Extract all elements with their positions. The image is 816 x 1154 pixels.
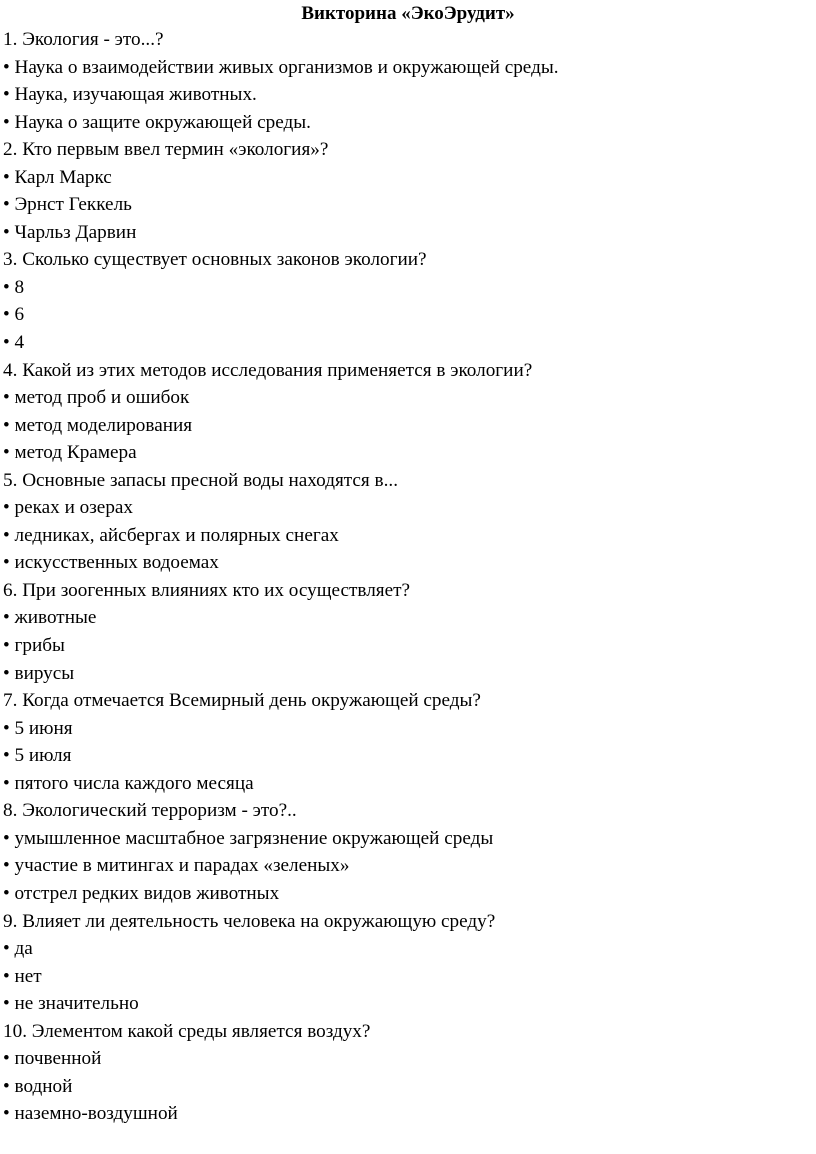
answer-option: • пятого числа каждого месяца <box>3 772 254 794</box>
quiz-body <box>3 26 808 1128</box>
answer-option: • реках и озерах <box>3 497 134 519</box>
answer-option: • Наука о взаимодействии живых организмов и окружающей среды. <box>3 56 559 78</box>
answer-option: • животные <box>3 607 97 629</box>
answer-option: • грибы <box>3 635 65 657</box>
document-title: Викторина «ЭкоЭрудит» <box>301 3 515 24</box>
answer-option: • умышленное масштабное загрязнение окружающей среды <box>3 827 494 849</box>
answer-option: • участие в митингах и парадах «зеленых» <box>3 855 350 877</box>
answer-option: • водной <box>3 1075 73 1097</box>
answer-option: • не значительно <box>3 993 139 1015</box>
question-text: 6. При зоогенных влияниях кто их осуществляет? <box>3 579 411 601</box>
answer-option: • наземно-воздушной <box>3 1103 178 1125</box>
answer-option: • метод Крамера <box>3 442 137 464</box>
answer-option: • метод моделирования <box>3 414 193 436</box>
question-text: 10. Элементом какой среды является воздух? <box>3 1020 371 1042</box>
question-text: 5. Основные запасы пресной воды находятся в... <box>3 469 398 491</box>
question-5 <box>3 467 808 577</box>
question-4 <box>3 357 808 467</box>
answer-option: • 8 <box>3 276 25 298</box>
answer-option: • 5 июля <box>3 745 72 767</box>
question-9 <box>3 908 808 1018</box>
question-2 <box>3 136 808 246</box>
answer-option: • почвенной <box>3 1048 102 1070</box>
question-text: 2. Кто первым ввел термин «экология»? <box>3 139 329 161</box>
question-text: 9. Влияет ли деятельность человека на окружающую среду? <box>3 910 496 932</box>
answer-option: • да <box>3 938 33 960</box>
question-text: 4. Какой из этих методов исследования применяется в экологии? <box>3 359 533 381</box>
question-8 <box>3 797 808 907</box>
question-text: 8. Экологический терроризм - это?.. <box>3 800 297 822</box>
answer-option: • Наука, изучающая животных. <box>3 84 257 106</box>
answer-option: • Чарльз Дарвин <box>3 221 137 243</box>
answer-option: • метод проб и ошибок <box>3 387 190 409</box>
answer-option: • нет <box>3 965 42 987</box>
answer-option: • ледниках, айсбергах и полярных снегах <box>3 524 339 546</box>
answer-option: • 5 июня <box>3 717 73 739</box>
answer-option: • 4 <box>3 332 25 354</box>
answer-option: • Наука о защите окружающей среды. <box>3 111 311 133</box>
question-10 <box>3 1018 808 1128</box>
question-7 <box>3 687 808 797</box>
question-1 <box>3 26 808 136</box>
answer-option: • вирусы <box>3 662 75 684</box>
answer-option: • отстрел редких видов животных <box>3 882 280 904</box>
question-3 <box>3 246 808 356</box>
question-text: 3. Сколько существует основных законов экологии? <box>3 249 427 271</box>
answer-option: • Эрнст Геккель <box>3 194 132 216</box>
answer-option: • Карл Маркс <box>3 166 112 188</box>
question-text: 7. Когда отмечается Всемирный день окружающей среды? <box>3 690 481 712</box>
question-text: 1. Экология - это...? <box>3 29 164 50</box>
answer-option: • искусственных водоемах <box>3 552 219 574</box>
question-6 <box>3 577 808 687</box>
answer-option: • 6 <box>3 304 25 326</box>
